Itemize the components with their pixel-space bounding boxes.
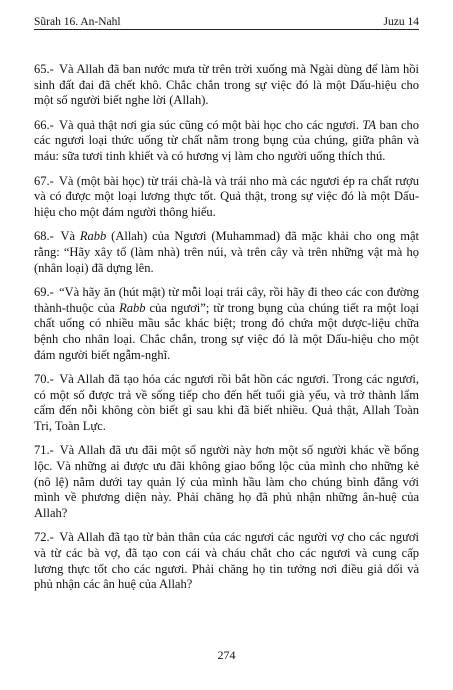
- verse-text: (Allah) của Ngươi (Muhammad) đã mặc khải cho ong mật rằng: “Hãy xây tổ (làm nhà) trên núi, và trên cây và trên những vật mà họ (nhân loại) đã dựng lên.: [34, 229, 419, 275]
- verse-text: Và (một bài học) từ trái chà-là và trái nho mà các ngươi ép ra chất rượu và có được một loại lương thực tốt. Quả thật, trong sự việc đó là một Dấu-hiệu cho một đám người thông hiểu.: [34, 173, 420, 219]
- surah-title: Sũrah 16. An-Nahl: [34, 16, 121, 28]
- verse-paragraph: [34, 174, 419, 221]
- verse-text: “Và hãy ăn (hút mật) từ mỗi loại trái cây, rồi hãy đi theo các con đường thành-thuộc của: [34, 285, 419, 315]
- header-rule: [34, 29, 419, 30]
- verse-paragraph: [34, 118, 419, 165]
- verse-text: ban cho các ngươi loại thức uống từ chất nằm trong bụng của chúng, giữa phân và máu: sữa tươi tinh khiết và có hương vị làm cho người uống thích thú.: [34, 117, 419, 163]
- verse-paragraph: [34, 62, 419, 109]
- verse-emphasis: TA: [362, 117, 377, 132]
- verse-paragraph: [34, 229, 419, 276]
- running-header: [34, 8, 419, 28]
- verse-paragraph: [34, 443, 419, 521]
- verse-list: [34, 62, 419, 602]
- verse-paragraph: [34, 372, 419, 434]
- verse-text: của ngươi”; từ trong bụng của chúng tiết ra một loại chất uống có nhiều mầu sắc khác biệt; trong đó chứa một dược-liệu chữa bệnh cho nhân loại. Chắc chắn, trong sự việc đó là một Dấu-hiệu cho một đám người biết ngẫm-nghĩ.: [34, 300, 419, 362]
- verse-text: Và Allah đã ban nước mưa từ trên trời xuống mà Ngài dùng để làm hồi sinh đất đai đã chết khô. Chắc chắn trong sự việc đó là một Dấu-hiệu cho một số người biết nghe lời (Allah).: [34, 62, 419, 108]
- verse-text: Và Allah đã tạo hóa các ngươi rồi bắt hồn các ngươi. Trong các ngươi, có một số được trả về sống tiếp cho đến hết tuổi già yếu, và trở thành lẩm cẩm đến nỗi không còn biết gì sau khi đã biết nhiều. Quả thật, Allah Toàn Tri, Toàn Lực.: [34, 372, 419, 433]
- verse-text: Và Allah đã tạo từ bản thân của các ngươi các người vợ cho các ngươi và từ các bà vợ, đã tạo con cái và cháu chắt cho các ngươi và cung cấp lương thực tốt cho các ngươi. Phải chăng họ tin tưởng nơi điều giả dối và phủ nhận các ân huệ của Allah?: [34, 530, 419, 592]
- verse-paragraph: [34, 530, 419, 592]
- verse-number: 71.-: [34, 443, 54, 458]
- verse-emphasis: Rabb: [119, 300, 146, 315]
- verse-number: 66.-: [34, 117, 54, 132]
- verse-emphasis: Rabb: [79, 229, 107, 244]
- juz-label: Juzu 14: [383, 16, 419, 28]
- verse-text: Và quả thật nơi gia súc cũng có một bài học cho các ngươi.: [58, 117, 363, 132]
- page-number: 274: [217, 648, 236, 662]
- verse-number: 68.-: [34, 229, 54, 244]
- verse-number: 70.-: [34, 372, 54, 387]
- verse-number: 69.-: [34, 285, 54, 300]
- verse-text: Và: [60, 229, 80, 244]
- verse-number: 65.-: [34, 62, 54, 76]
- verse-number: 67.-: [34, 173, 54, 188]
- verse-text: Và Allah đã ưu đãi một số người này hơn một số người khác về bổng lộc. Và những ai được ưu đãi không giao bổng lộc của mình cho những kẻ (nô lệ) nằm dưới tay quản lý của mình hầu làm cho chúng bình đẳng với mình về phương diện này. Phải chăng họ đã phủ nhận những ân-huệ của Allah?: [34, 443, 419, 520]
- verse-paragraph: [34, 285, 419, 363]
- verse-number: 72.-: [34, 530, 54, 545]
